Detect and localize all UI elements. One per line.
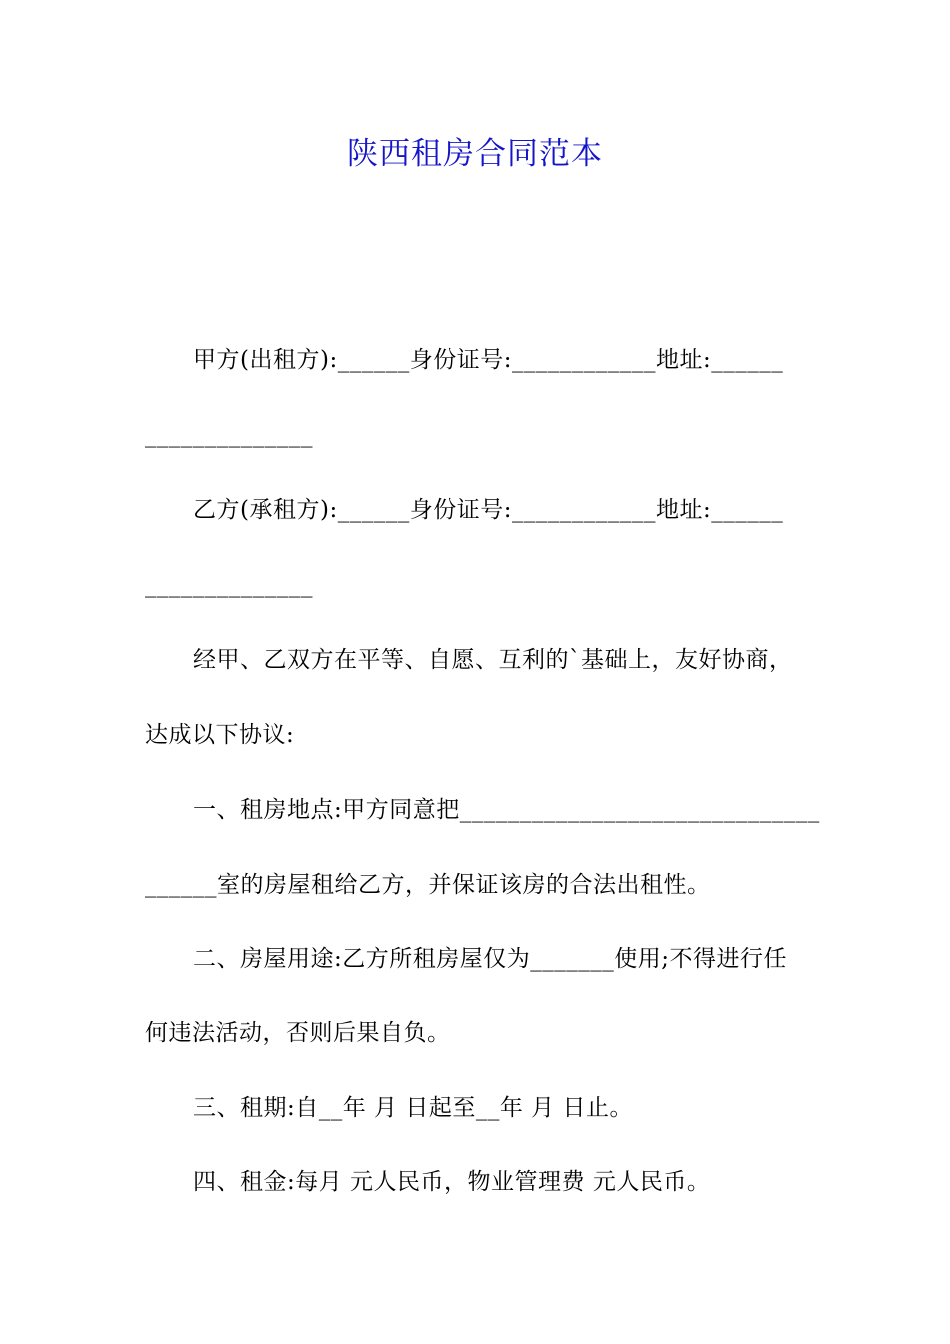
party-a-line: 甲方(出租方):______身份证号:____________地址:______ <box>193 347 784 373</box>
document-title: 陕西租房合同范本 <box>347 136 603 172</box>
clause-2-line-1: 二、房屋用途:乙方所租房屋仅为_______使用;不得进行任 <box>193 946 787 972</box>
clause-1-line-1: 一、租房地点:甲方同意把______________________________ <box>193 797 820 823</box>
clause-1-line-2: ______室的房屋租给乙方，并保证该房的合法出租性。 <box>145 872 711 898</box>
clause-3-line: 三、租期:自__年 月 日起至__年 月 日止。 <box>193 1095 633 1121</box>
party-a-continuation: ______________ <box>145 422 313 448</box>
clause-2-line-2: 何违法活动，否则后果自负。 <box>145 1020 451 1046</box>
intro-line-2: 达成以下协议: <box>145 722 295 748</box>
intro-line-1: 经甲、乙双方在平等、自愿、互利的`基础上，友好协商， <box>193 647 793 673</box>
clause-4-line: 四、租金:每月 元人民币，物业管理费 元人民币。 <box>193 1169 711 1195</box>
party-b-line: 乙方(承租方):______身份证号:____________地址:______ <box>193 497 784 523</box>
party-b-continuation: ______________ <box>145 572 313 598</box>
